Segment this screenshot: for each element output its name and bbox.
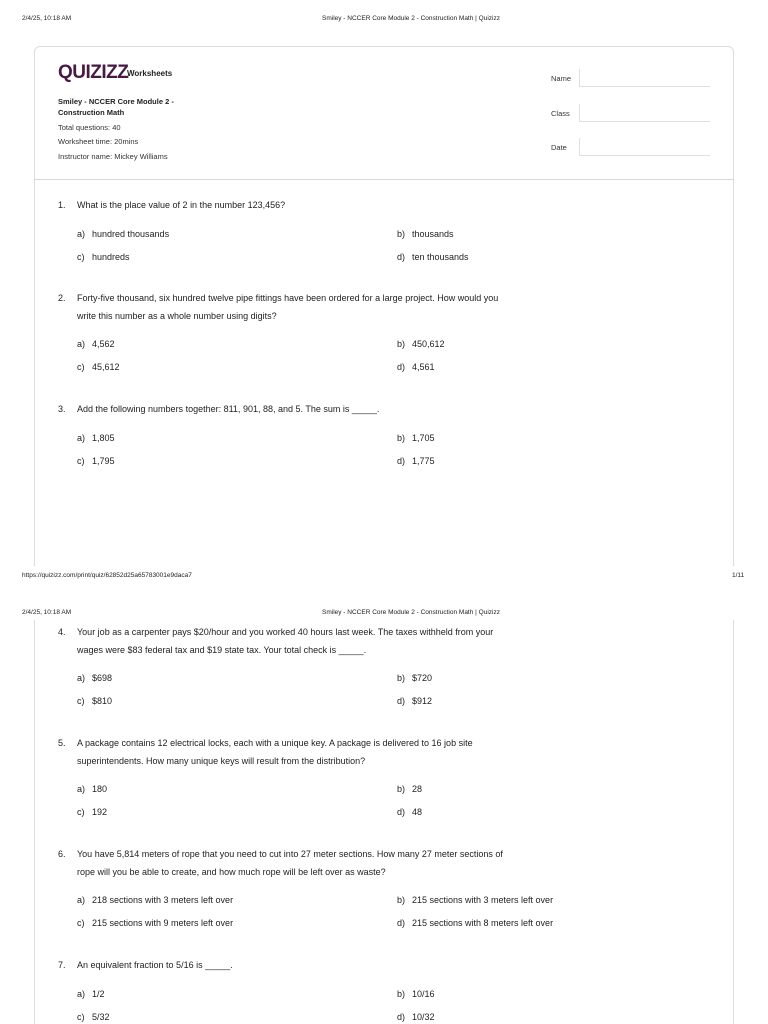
question-line: Your job as a carpenter pays $20/hour and you worked 40 hours last week. The taxes withheld from your [77, 627, 494, 637]
question-text [77, 956, 567, 974]
name-label: Name [551, 74, 572, 83]
worksheet-title-line1: Smiley - NCCER Core Module 2 - [58, 97, 174, 106]
option-letter: c) [77, 807, 85, 817]
option-text: 218 sections with 3 meters left over [92, 895, 234, 905]
print-url[interactable]: https://quizizz.com/print/quiz/62852d25a65783001e9daca7 [22, 572, 192, 579]
option-text: 45,612 [92, 362, 120, 372]
option-a[interactable] [77, 895, 233, 905]
option-c[interactable] [77, 918, 233, 928]
option-b[interactable] [397, 895, 553, 905]
print-title: Smiley - NCCER Core Module 2 - Construction Math | Quizizz [322, 15, 500, 22]
option-text: 215 sections with 8 meters left over [412, 918, 554, 928]
option-letter: c) [77, 456, 85, 466]
option-c[interactable] [77, 456, 115, 466]
question-text [77, 400, 567, 418]
product-label: Worksheets [127, 69, 173, 78]
option-text: 5/32 [92, 1012, 110, 1022]
option-letter: b) [397, 433, 406, 443]
option-c[interactable] [77, 807, 107, 817]
option-letter: c) [77, 1012, 85, 1022]
print-datetime: 2/4/25, 10:18 AM [22, 609, 72, 616]
option-a[interactable] [77, 433, 115, 443]
option-b[interactable] [397, 339, 445, 349]
option-text: hundreds [92, 252, 130, 262]
option-text: $810 [92, 696, 113, 706]
option-b[interactable] [397, 989, 435, 999]
option-letter: d) [397, 456, 406, 466]
option-text: 1,805 [92, 433, 115, 443]
option-letter: a) [77, 989, 86, 999]
option-d[interactable] [397, 1012, 435, 1022]
question-line: A package contains 12 electrical locks, each with a unique key. A package is delivered to 16 job site [77, 738, 473, 748]
question-number: 1. [58, 200, 66, 210]
question-text [77, 623, 567, 659]
option-letter: d) [397, 696, 406, 706]
question-line: superintendents. How many unique keys will result from the distribution? [77, 756, 366, 766]
option-letter: a) [77, 784, 86, 794]
option-text: 192 [92, 807, 108, 817]
option-text: 215 sections with 9 meters left over [92, 918, 234, 928]
question-number: 6. [58, 849, 66, 859]
option-c[interactable] [77, 696, 112, 706]
option-d[interactable] [397, 252, 469, 262]
option-letter: c) [77, 362, 85, 372]
option-d[interactable] [397, 696, 432, 706]
option-text: hundred thousands [92, 229, 170, 239]
option-text: 28 [412, 784, 423, 794]
quizizz-logo[interactable]: QUIZIZZ [58, 62, 129, 83]
date-field[interactable] [579, 138, 710, 156]
option-text: $912 [412, 696, 433, 706]
print-title: Smiley - NCCER Core Module 2 - Construction Math | Quizizz [322, 609, 500, 616]
total-questions: Total questions: 40 [58, 123, 121, 132]
question-line: wages were $83 federal tax and $19 state tax. Your total check is _____. [77, 645, 367, 655]
option-letter: d) [397, 362, 406, 372]
option-letter: a) [77, 229, 86, 239]
option-d[interactable] [397, 362, 435, 372]
option-a[interactable] [77, 784, 107, 794]
instructor-name: Instructor name: Mickey Williams [58, 152, 168, 161]
option-text: 1/2 [92, 989, 105, 999]
option-letter: c) [77, 252, 85, 262]
option-text: 215 sections with 3 meters left over [412, 895, 554, 905]
option-text: 1,705 [412, 433, 435, 443]
option-a[interactable] [77, 229, 169, 239]
print-datetime: 2/4/25, 10:18 AM [22, 15, 72, 22]
question-text [77, 734, 567, 770]
option-letter: c) [77, 918, 85, 928]
name-field[interactable] [579, 69, 710, 87]
option-c[interactable] [77, 252, 130, 262]
option-b[interactable] [397, 784, 422, 794]
option-b[interactable] [397, 673, 432, 683]
question-number: 4. [58, 627, 66, 637]
question-number: 5. [58, 738, 66, 748]
question-number: 3. [58, 404, 66, 414]
option-letter: b) [397, 895, 406, 905]
question-line: rope will you be able to create, and how much rope will be left over as waste? [77, 867, 386, 877]
option-d[interactable] [397, 456, 435, 466]
option-text: $698 [92, 673, 113, 683]
option-a[interactable] [77, 673, 112, 683]
option-letter: b) [397, 989, 406, 999]
question-text [77, 196, 567, 214]
option-letter: a) [77, 673, 86, 683]
option-text: 450,612 [412, 339, 445, 349]
question-number: 2. [58, 293, 66, 303]
option-a[interactable] [77, 989, 105, 999]
option-letter: b) [397, 784, 406, 794]
option-text: 1,795 [92, 456, 115, 466]
question-line: What is the place value of 2 in the number 123,456? [77, 200, 286, 210]
option-letter: c) [77, 696, 85, 706]
question-number: 7. [58, 960, 66, 970]
option-text: 10/32 [412, 1012, 435, 1022]
header-divider [34, 179, 734, 180]
option-text: thousands [412, 229, 454, 239]
option-text: 48 [412, 807, 423, 817]
option-letter: a) [77, 895, 86, 905]
class-label: Class [551, 109, 570, 118]
option-letter: b) [397, 339, 406, 349]
option-text: $720 [412, 673, 433, 683]
option-d[interactable] [397, 807, 422, 817]
print-page-number: 1/11 [732, 572, 745, 579]
option-letter: d) [397, 807, 406, 817]
option-text: 180 [92, 784, 108, 794]
question-line: Forty-five thousand, six hundred twelve pipe fittings have been ordered for a large project. How would you [77, 293, 499, 303]
option-letter: d) [397, 252, 406, 262]
option-letter: a) [77, 339, 86, 349]
option-c[interactable] [77, 362, 120, 372]
option-text: 4,562 [92, 339, 115, 349]
option-text: ten thousands [412, 252, 469, 262]
option-b[interactable] [397, 229, 454, 239]
question-line: An equivalent fraction to 5/16 is _____. [77, 960, 233, 970]
option-letter: a) [77, 433, 86, 443]
option-text: 1,775 [412, 456, 435, 466]
option-text: 4,561 [412, 362, 435, 372]
option-letter: d) [397, 918, 406, 928]
question-text [77, 289, 567, 325]
question-line: Add the following numbers together: 811, 901, 88, and 5. The sum is _____. [77, 404, 380, 414]
option-letter: d) [397, 1012, 406, 1022]
option-a[interactable] [77, 339, 115, 349]
option-b[interactable] [397, 433, 435, 443]
option-c[interactable] [77, 1012, 110, 1022]
date-label: Date [551, 143, 567, 152]
question-line: write this number as a whole number using digits? [77, 311, 277, 321]
option-letter: b) [397, 673, 406, 683]
worksheet-title [58, 96, 228, 118]
worksheet-title-line2: Construction Math [58, 108, 125, 117]
option-d[interactable] [397, 918, 553, 928]
option-text: 10/16 [412, 989, 435, 999]
question-line: You have 5,814 meters of rope that you need to cut into 27 meter sections. How many 27 meter sections of [77, 849, 503, 859]
question-text [77, 845, 567, 881]
class-field[interactable] [579, 104, 710, 122]
option-letter: b) [397, 229, 406, 239]
worksheet-time: Worksheet time: 20mins [58, 137, 139, 146]
